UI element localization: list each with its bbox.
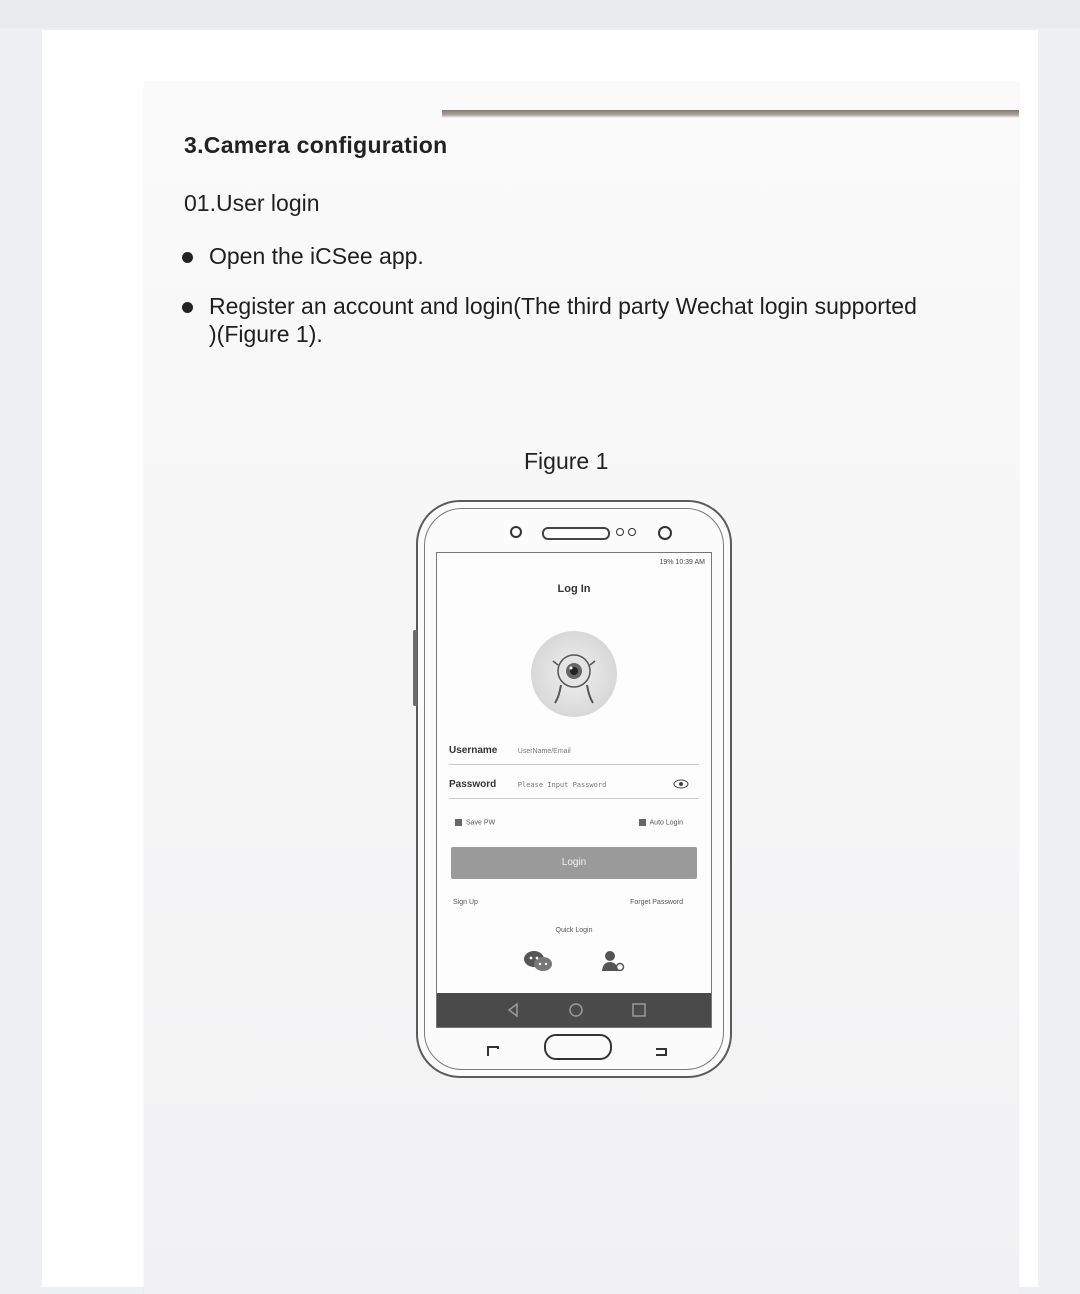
- checkbox-square: [455, 819, 462, 826]
- document-page: [144, 82, 1019, 1294]
- sign-up-link[interactable]: Sign Up: [453, 899, 478, 906]
- front-camera-icon: [510, 526, 522, 538]
- camera-lens-icon: [658, 526, 672, 540]
- password-label: Password: [449, 779, 497, 790]
- bullet-text: Register an account and login(The third party Wechat login supported )(Figure 1).: [209, 293, 917, 347]
- password-input[interactable]: Please Input Password: [517, 781, 607, 789]
- bullet-text: Open the iCSee app.: [209, 243, 424, 269]
- viewer-top-bar: [0, 0, 1080, 28]
- auto-login-checkbox[interactable]: [639, 819, 683, 826]
- home-icon: [570, 1004, 582, 1016]
- eye-icon[interactable]: [673, 779, 689, 789]
- sensor-icon: [616, 528, 624, 536]
- hardware-recent-icon: [654, 1045, 668, 1057]
- checkbox-square: [639, 819, 646, 826]
- auto-login-label: Auto Login: [649, 819, 683, 827]
- bullet-item-register: [182, 292, 942, 352]
- nav-bar-icons: [437, 993, 711, 1027]
- phone-illustration: [416, 500, 732, 1078]
- person-icon[interactable]: [601, 949, 625, 973]
- password-row[interactable]: [449, 779, 699, 799]
- bullet-dot: [182, 252, 193, 263]
- android-nav-bar: [437, 993, 711, 1027]
- camera-eye-logo-icon: [531, 631, 617, 717]
- figure-caption: Figure 1: [524, 448, 609, 474]
- hardware-back-icon: [486, 1045, 500, 1057]
- screen-title: Log In: [557, 583, 591, 595]
- bullet-dot: [182, 302, 193, 313]
- subsection-title: 01.User login: [184, 190, 320, 216]
- speaker-grille: [542, 527, 610, 540]
- document-viewer: [42, 30, 1038, 1287]
- recent-apps-icon: [633, 1004, 645, 1016]
- forget-password-link[interactable]: Forget Password: [630, 899, 683, 906]
- hardware-home-button: [544, 1034, 612, 1060]
- sensor-icon: [628, 528, 636, 536]
- quick-login-label: Quick Login: [555, 927, 593, 934]
- header-rule: [442, 110, 1019, 118]
- wechat-icon[interactable]: [523, 949, 553, 973]
- section-title: 3.Camera configuration: [184, 132, 448, 158]
- status-bar: 19% 10:39 AM: [659, 559, 705, 566]
- back-icon: [509, 1004, 517, 1016]
- phone-side-button: [413, 630, 417, 706]
- username-input[interactable]: UserName/Email: [517, 748, 571, 755]
- username-row[interactable]: [449, 745, 699, 765]
- username-label: Username: [449, 745, 498, 756]
- camera-eye-logo: [531, 631, 617, 717]
- bullet-item-open-app: [182, 242, 942, 272]
- save-pw-label: Save PW: [466, 819, 496, 827]
- save-pw-checkbox[interactable]: [455, 819, 495, 826]
- login-button[interactable]: Login: [451, 847, 697, 879]
- phone-screen: [436, 552, 712, 1028]
